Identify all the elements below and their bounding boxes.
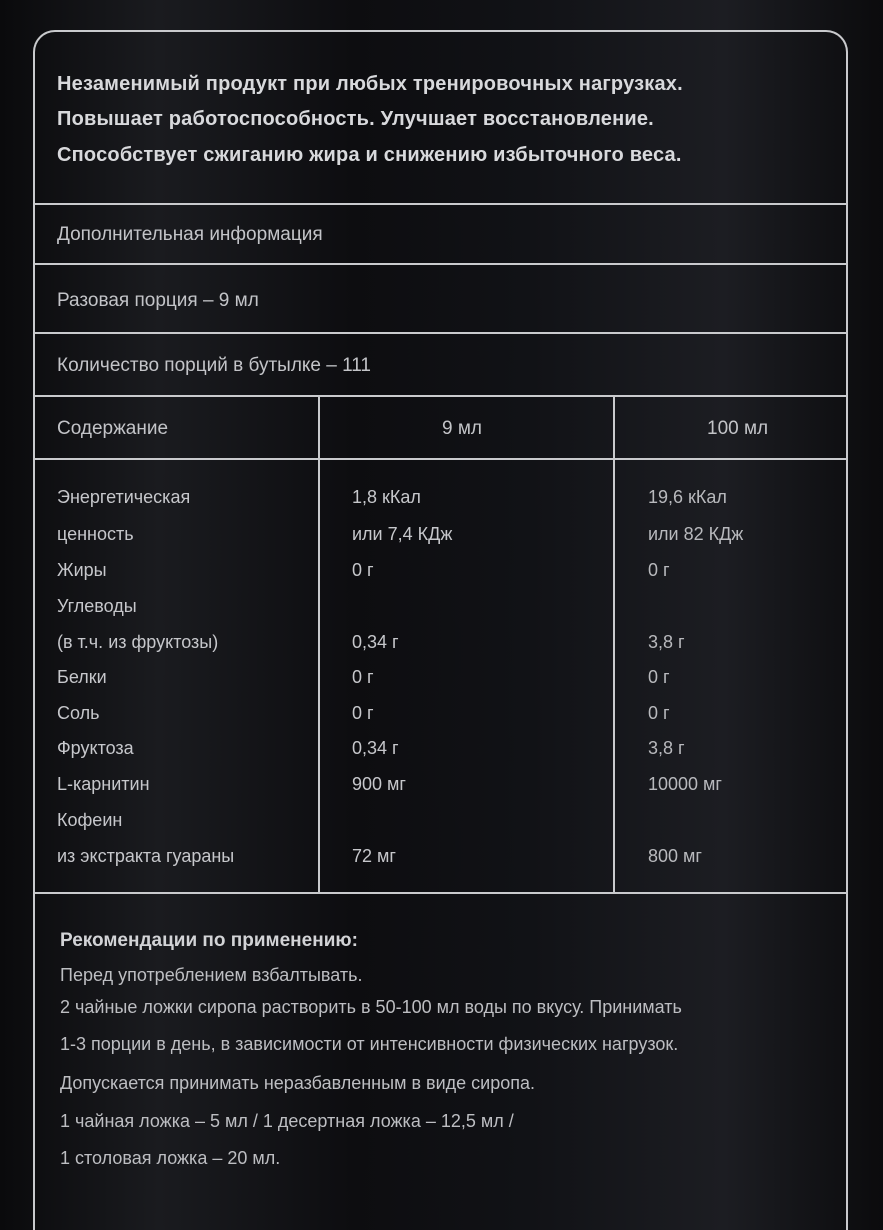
divider: [33, 458, 848, 460]
table-header-100ml: 100 мл: [707, 418, 769, 439]
column-divider: [318, 396, 320, 893]
recommendation-line: 1 чайная ложка – 5 мл / 1 десертная ложка – 12,5 мл /: [60, 1111, 514, 1131]
table-cell-9ml: 900 мг: [352, 774, 406, 794]
recommendations-title: Рекомендации по применению:: [60, 930, 358, 951]
table-cell-9ml: 1,8 кКал: [352, 487, 421, 507]
table-cell-label: Белки: [57, 667, 107, 687]
serving-size: Разовая порция – 9 мл: [57, 290, 259, 311]
intro-line-2: Повышает работоспособность. Улучшает восстановление.: [57, 108, 654, 130]
table-cell-100ml: 19,6 кКал: [648, 487, 727, 507]
table-cell-100ml: 0 г: [648, 667, 670, 687]
table-cell-label: ценность: [57, 524, 134, 544]
table-cell-label: L-карнитин: [57, 774, 150, 794]
recommendation-line: Допускается принимать неразбавленным в виде сиропа.: [60, 1073, 535, 1093]
intro-line-1: Незаменимый продукт при любых тренировочных нагрузках.: [57, 73, 683, 95]
column-divider: [613, 396, 615, 893]
divider: [33, 892, 848, 894]
servings-per-bottle: Количество порций в бутылке – 111: [57, 355, 372, 376]
additional-info-title: Дополнительная информация: [57, 224, 323, 245]
table-cell-100ml: 0 г: [648, 703, 670, 723]
table-cell-100ml: 0 г: [648, 560, 670, 580]
table-cell-100ml: 10000 мг: [648, 774, 722, 794]
table-cell-100ml: 3,8 г: [648, 632, 685, 652]
table-cell-100ml: 800 мг: [648, 846, 702, 866]
table-cell-label: Углеводы: [57, 596, 137, 616]
recommendation-line: 1-3 порции в день, в зависимости от интенсивности физических нагрузок.: [60, 1034, 679, 1054]
divider: [33, 395, 848, 397]
table-cell-9ml: или 7,4 КДж: [352, 524, 453, 544]
table-cell-9ml: 0 г: [352, 560, 374, 580]
recommendation-line: 1 столовая ложка – 20 мл.: [60, 1148, 281, 1168]
table-cell-100ml: или 82 КДж: [648, 524, 744, 544]
divider: [33, 263, 848, 265]
table-cell-9ml: 0 г: [352, 703, 374, 723]
table-cell-9ml: 72 мг: [352, 846, 396, 866]
table-cell-label: (в т.ч. из фруктозы): [57, 632, 219, 652]
table-cell-9ml: 0,34 г: [352, 632, 399, 652]
table-cell-100ml: 3,8 г: [648, 738, 685, 758]
intro-line-3: Способствует сжиганию жира и снижению избыточного веса.: [57, 144, 682, 166]
table-cell-label: Фруктоза: [57, 738, 134, 758]
table-header-9ml: 9 мл: [442, 418, 482, 439]
table-cell-label: Жиры: [57, 560, 107, 580]
divider: [33, 332, 848, 334]
recommendation-line: 2 чайные ложки сиропа растворить в 50-100 мл воды по вкусу. Принимать: [60, 997, 682, 1017]
table-header-content: Содержание: [57, 418, 169, 439]
table-cell-label: Кофеин: [57, 810, 123, 830]
divider: [33, 203, 848, 205]
table-cell-label: Соль: [57, 703, 100, 723]
table-cell-label: Энергетическая: [57, 487, 191, 507]
table-cell-9ml: 0 г: [352, 667, 374, 687]
table-cell-9ml: 0,34 г: [352, 738, 399, 758]
recommendation-line: Перед употреблением взбалтывать.: [60, 965, 363, 985]
table-cell-label: из экстракта гуараны: [57, 846, 235, 866]
